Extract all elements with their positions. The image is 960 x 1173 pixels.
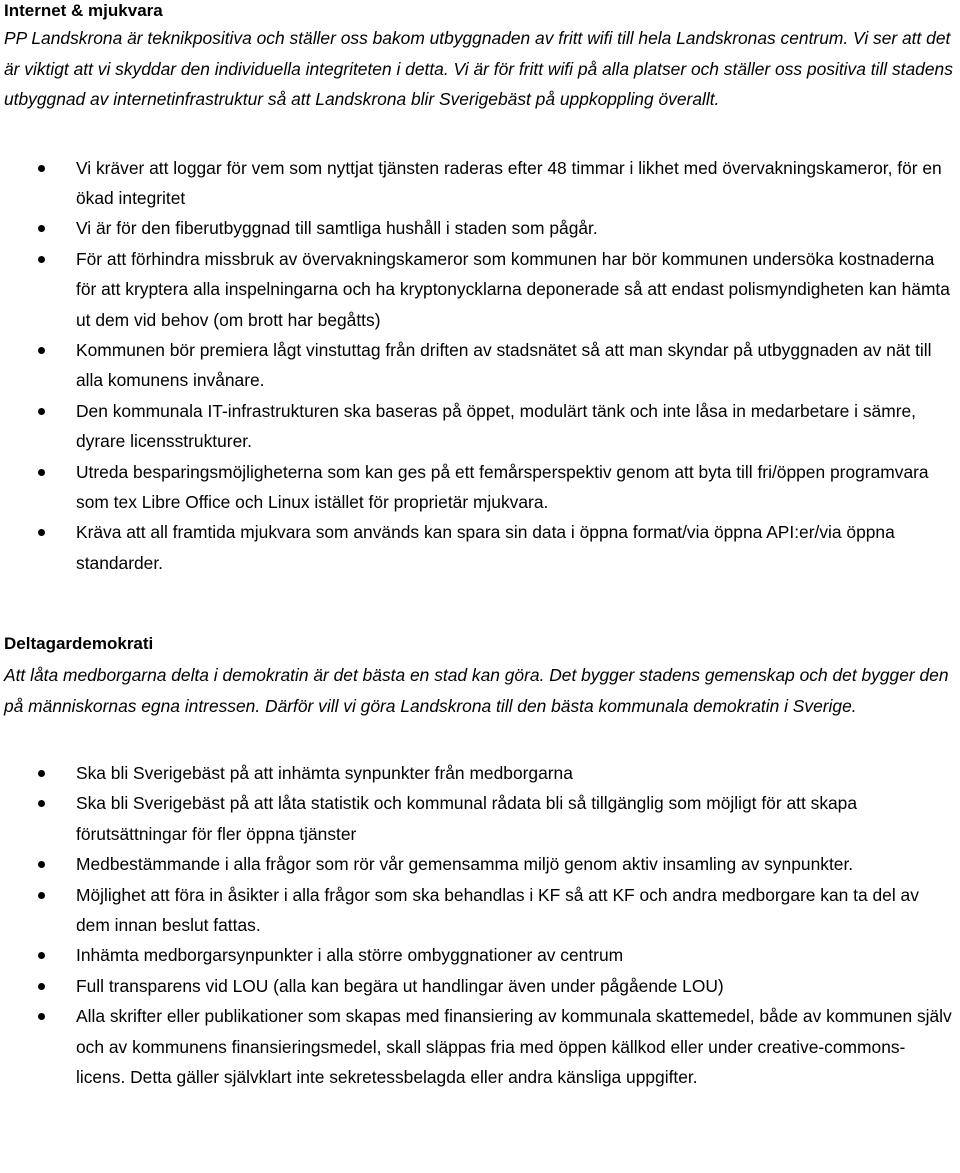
section-heading: Internet & mjukvara: [4, 1, 163, 20]
list-item-text: Utreda besparingsmöjligheterna som kan ges på ett femårsperspektiv genom att byta till fri/öppen programvara som tex Libre Office och Linux istället för proprietär mjukvara.: [76, 461, 929, 512]
list-item: [4, 244, 954, 335]
bullet-icon: [38, 800, 45, 807]
list-item: [4, 153, 954, 214]
list-item-text: Den kommunala IT-infrastrukturen ska baseras på öppet, modulärt tänk och inte låsa in medarbetare i sämre, dyrare licensstrukturer.: [76, 400, 916, 452]
bullet-icon: [38, 892, 45, 899]
bullet-icon: [38, 256, 45, 263]
section-heading: Deltagardemokrati: [4, 634, 154, 653]
list-item-text: Möjlighet att föra in åsikter i alla frågor som ska behandlas i KF så att KF och andra medborgare kan ta del av dem innan beslut fattas.: [76, 884, 919, 936]
list-item: [4, 880, 954, 941]
list-item: [4, 396, 954, 457]
bullet-icon: [38, 225, 45, 232]
bullet-icon: [38, 347, 45, 354]
bullet-icon: [38, 861, 45, 868]
list-item-text: Ska bli Sverigebäst på att låta statistik och kommunal rådata bli så tillgänglig som möjligt för att skapa förutsättningar för fler öppna tjänster: [76, 793, 858, 844]
list-item: [4, 940, 954, 970]
section-intro: PP Landskrona är teknikpositiva och ställer oss bakom utbyggnaden av fritt wifi till hela Landskronas centrum. Vi ser att det är viktigt att vi skyddar den individuella integriteten i detta. Vi är för fritt wifi på alla platser och ställer oss positiva till stadens utbyggnad av internetinfrastruktur så att Landskrona blir Sverigebäst på uppkoppling överallt.: [4, 28, 953, 109]
list-item-text: Medbestämmande i alla frågor som rör vår gemensamma miljö genom aktiv insamling av synpunkter.: [76, 854, 854, 875]
list-item-text: Ska bli Sverigebäst på att inhämta synpunkter från medborgarna: [76, 763, 573, 783]
bullet-icon: [38, 1013, 45, 1020]
list-item: [4, 457, 954, 518]
list-item-text: Full transparens vid LOU (alla kan begära ut handlingar även under pågående LOU): [76, 975, 724, 996]
bullet-icon: [38, 770, 45, 777]
list-item-text: Alla skrifter eller publikationer som skapas med finansiering av kommunala skattemedel, både av kommunen själv och av kommunens finansieringsmedel, skall släppas fria med öppen källkod eller under creative-commons-licens. Detta gäller självklart inte sekretessbelagda eller andra känsliga uppgifter.: [76, 1006, 952, 1088]
bullet-icon: [38, 983, 45, 990]
section-internet-mjukvara: [4, 0, 954, 578]
list-item-text: För att förhindra missbruk av övervakningskameror som kommunen har bör kommunen undersöka kostnaderna för att kryptera alla inspelningarna och ha kryptonycklarna deponerade så att endast polismyndigheten kan hämta ut dem vid behov (om brott har begåtts): [76, 248, 950, 330]
bullet-icon: [38, 165, 45, 172]
list-item-text: Kräva att all framtida mjukvara som används kan spara sin data i öppna format/via öppna API:er/via öppna standarder.: [76, 522, 895, 573]
bullet-list: [4, 758, 954, 1092]
bullet-icon: [38, 529, 45, 536]
section-intro: Att låta medborgarna delta i demokratin är det bästa en stad kan göra. Det bygger stadens gemenskap och det bygger den på människornas egna intressen. Därför vill vi göra Landskrona till den bästa kommunala demokratin i Sverige.: [4, 665, 949, 716]
list-item: [4, 1001, 954, 1092]
list-item: [4, 788, 954, 849]
list-item-text: Vi är för den fiberutbyggnad till samtliga hushåll i staden som pågår.: [76, 218, 598, 239]
list-item-text: Vi kräver att loggar för vem som nyttjat tjänsten raderas efter 48 timmar i likhet med övervakningskameror, för en ökad integritet: [76, 157, 942, 208]
bullet-icon: [38, 952, 45, 959]
list-item: [4, 849, 954, 879]
list-item-text: Kommunen bör premiera lågt vinstuttag från driften av stadsnätet så att man skyndar på utbyggnaden av nät till alla komunens invånare.: [76, 339, 932, 391]
list-item: [4, 335, 954, 396]
bullet-icon: [38, 469, 45, 476]
list-item-text: Inhämta medborgarsynpunkter i alla större ombyggnationer av centrum: [76, 945, 624, 966]
section-deltagardemokrati: [4, 631, 954, 1092]
list-item: [4, 213, 954, 243]
list-item: [4, 971, 954, 1001]
bullet-list: [4, 153, 954, 579]
list-item: [4, 517, 954, 578]
list-item: [4, 758, 954, 788]
bullet-icon: [38, 408, 45, 415]
